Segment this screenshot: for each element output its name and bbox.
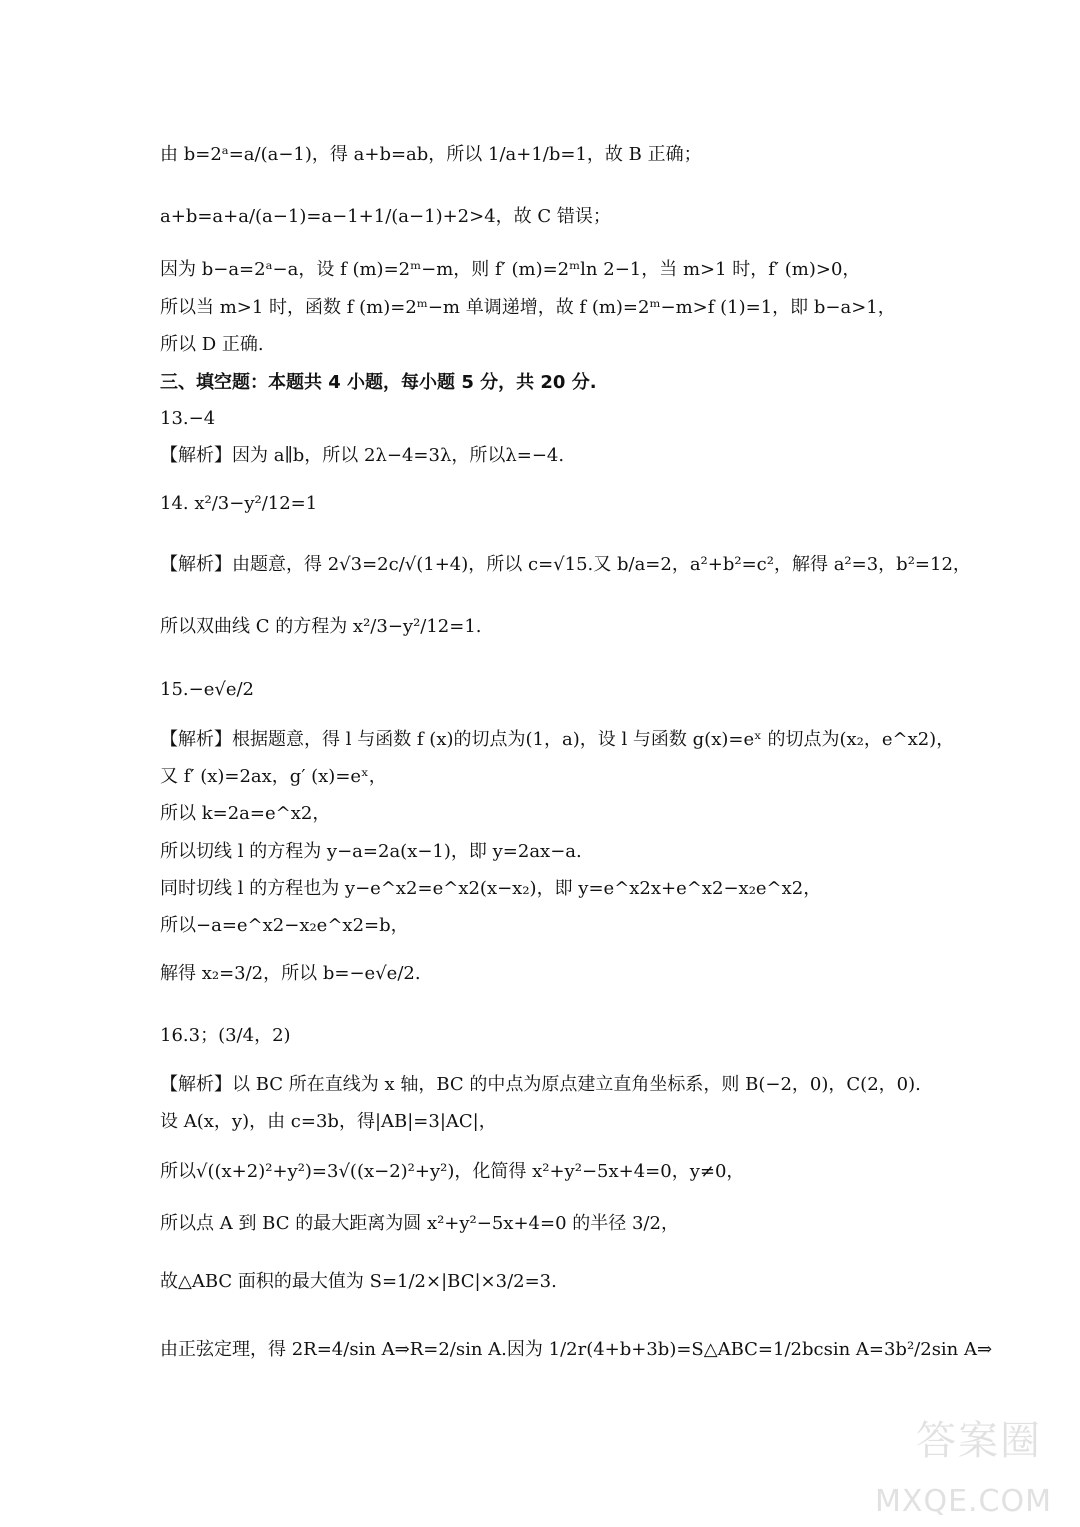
analysis-16-line-5: 故△ABC 面积的最大值为 S=1/2×|BC|×3/2=3.: [160, 1271, 557, 1292]
section-heading: 三、填空题：本题共 4 小题，每小题 5 分，共 20 分.: [160, 372, 597, 393]
analysis-15-line-7: 解得 x₂=3/2，所以 b=−e√e/2.: [160, 963, 421, 984]
analysis-15-line-5: 同时切线 l 的方程也为 y−e^x2=e^x2(x−x₂)，即 y=e^x2x+e^x2−x₂e^x2，: [160, 878, 822, 899]
analysis-16-line-2: 设 A(x，y)，由 c=3b，得|AB|=3|AC|，: [160, 1111, 497, 1132]
text-line-3: 因为 b−a=2ᵃ−a，设 f (m)=2ᵐ−m，则 f′ (m)=2ᵐln 2−1，当 m>1 时，f′ (m)>0，: [160, 259, 861, 280]
watermark-top-text: 答案圈: [916, 1418, 1042, 1464]
analysis-16-line-6: 由正弦定理，得 2R=4/sin A⇒R=2/sin A.因为 1/2r(4+b+3b)=S△ABC=1/2bcsin A=3b²/2sin A⇒: [160, 1339, 993, 1360]
answer-16: 16.3；(3/4，2): [160, 1025, 291, 1046]
analysis-16-line-1: 【解析】以 BC 所在直线为 x 轴，BC 的中点为原点建立直角坐标系，则 B(−2，0)，C(2，0).: [160, 1074, 921, 1095]
analysis-16-line-3: 所以√((x+2)²+y²)=3√((x−2)²+y²)，化简得 x²+y²−5x+4=0，y≠0，: [160, 1161, 745, 1182]
analysis-15-line-6: 所以−a=e^x2−x₂e^x2=b，: [160, 915, 409, 936]
analysis-15-line-3: 所以 k=2a=e^x2，: [160, 803, 331, 824]
analysis-15-line-1: 【解析】根据题意，得 l 与函数 f (x)的切点为(1，a)，设 l 与函数 g(x)=eˣ 的切点为(x₂，e^x2)，: [160, 729, 955, 750]
analysis-15-line-4: 所以切线 l 的方程为 y−a=2a(x−1)，即 y=2ax−a.: [160, 841, 582, 862]
text-line-1: 由 b=2ᵃ=a/(a−1)，得 a+b=ab，所以 1/a+1/b=1，故 B 正确；: [160, 144, 702, 165]
watermark-bottom-text: MXQE.COM: [875, 1484, 1052, 1519]
answer-13: 13.−4: [160, 408, 216, 429]
answer-14: 14. x²/3−y²/12=1: [160, 493, 318, 514]
analysis-16-line-4: 所以点 A 到 BC 的最大距离为圆 x²+y²−5x+4=0 的半径 3/2，: [160, 1213, 679, 1234]
analysis-14-line-2: 所以双曲线 C 的方程为 x²/3−y²/12=1.: [160, 616, 482, 637]
analysis-15-line-2: 又 f′ (x)=2ax，g′ (x)=eˣ，: [160, 766, 387, 787]
text-line-2: a+b=a+a/(a−1)=a−1+1/(a−1)+2>4，故 C 错误；: [160, 206, 611, 227]
answer-15: 15.−e√e/2: [160, 679, 254, 700]
analysis-13: 【解析】因为 a∥b，所以 2λ−4=3λ，所以λ=−4.: [160, 445, 565, 466]
analysis-14-line-1: 【解析】由题意，得 2√3=2c/√(1+4)，所以 c=√15.又 b/a=2，a²+b²=c²，解得 a²=3，b²=12，: [160, 554, 971, 575]
text-line-4: 所以当 m>1 时，函数 f (m)=2ᵐ−m 单调递增，故 f (m)=2ᵐ−m>f (1)=1，即 b−a>1，: [160, 297, 896, 318]
text-line-5: 所以 D 正确.: [160, 334, 264, 355]
watermark-logo: [872, 1409, 1052, 1519]
